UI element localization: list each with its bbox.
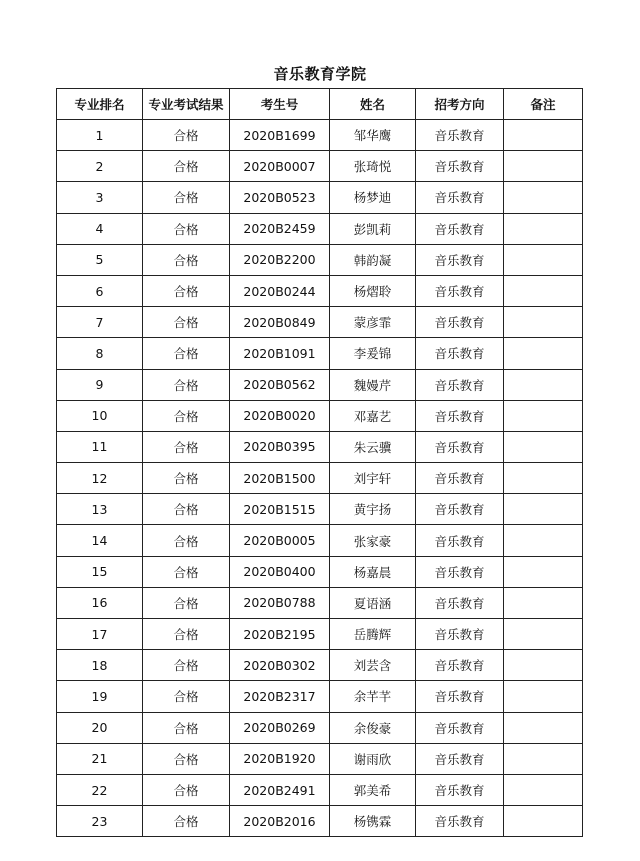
cell-note <box>504 182 583 213</box>
table-row <box>57 712 583 743</box>
cell-candidate-id: 2020B2491 <box>230 774 330 805</box>
cell-result: 合格 <box>143 182 230 213</box>
cell-rank: 4 <box>57 213 143 244</box>
cell-candidate-id: 2020B0007 <box>230 151 330 182</box>
cell-direction: 音乐教育 <box>416 494 504 525</box>
cell-direction: 音乐教育 <box>416 213 504 244</box>
table-row <box>57 650 583 681</box>
cell-note <box>504 774 583 805</box>
table-row <box>57 120 583 151</box>
cell-name: 朱云骥 <box>330 431 416 462</box>
cell-name: 蒙彦霏 <box>330 307 416 338</box>
cell-rank: 13 <box>57 494 143 525</box>
cell-name: 杨镌霖 <box>330 806 416 837</box>
cell-name: 黄宇扬 <box>330 494 416 525</box>
table-row <box>57 494 583 525</box>
header-name: 姓名 <box>330 89 416 120</box>
cell-name: 岳腾辉 <box>330 619 416 650</box>
cell-rank: 12 <box>57 463 143 494</box>
cell-result: 合格 <box>143 650 230 681</box>
cell-rank: 5 <box>57 244 143 275</box>
cell-rank: 11 <box>57 431 143 462</box>
cell-candidate-id: 2020B2459 <box>230 213 330 244</box>
cell-rank: 15 <box>57 556 143 587</box>
cell-note <box>504 275 583 306</box>
cell-name: 刘宇轩 <box>330 463 416 494</box>
cell-note <box>504 587 583 618</box>
cell-name: 杨嘉晨 <box>330 556 416 587</box>
cell-candidate-id: 2020B1515 <box>230 494 330 525</box>
cell-name: 魏嫚芹 <box>330 369 416 400</box>
cell-direction: 音乐教育 <box>416 743 504 774</box>
cell-result: 合格 <box>143 369 230 400</box>
cell-result: 合格 <box>143 556 230 587</box>
cell-result: 合格 <box>143 712 230 743</box>
cell-note <box>504 525 583 556</box>
table-row <box>57 338 583 369</box>
cell-result: 合格 <box>143 307 230 338</box>
cell-candidate-id: 2020B0562 <box>230 369 330 400</box>
cell-candidate-id: 2020B2317 <box>230 681 330 712</box>
cell-candidate-id: 2020B2195 <box>230 619 330 650</box>
cell-rank: 22 <box>57 774 143 805</box>
cell-rank: 20 <box>57 712 143 743</box>
cell-note <box>504 338 583 369</box>
cell-note <box>504 712 583 743</box>
cell-candidate-id: 2020B2200 <box>230 244 330 275</box>
cell-name: 余俊豪 <box>330 712 416 743</box>
header-rank: 专业排名 <box>57 89 143 120</box>
cell-direction: 音乐教育 <box>416 182 504 213</box>
cell-name: 张家豪 <box>330 525 416 556</box>
cell-rank: 9 <box>57 369 143 400</box>
cell-rank: 2 <box>57 151 143 182</box>
cell-candidate-id: 2020B2016 <box>230 806 330 837</box>
cell-result: 合格 <box>143 151 230 182</box>
cell-result: 合格 <box>143 743 230 774</box>
cell-note <box>504 494 583 525</box>
cell-name: 杨熠聆 <box>330 275 416 306</box>
table-row <box>57 369 583 400</box>
cell-result: 合格 <box>143 431 230 462</box>
cell-name: 邹华鹰 <box>330 120 416 151</box>
cell-direction: 音乐教育 <box>416 275 504 306</box>
cell-rank: 21 <box>57 743 143 774</box>
cell-candidate-id: 2020B0005 <box>230 525 330 556</box>
table-row <box>57 275 583 306</box>
cell-direction: 音乐教育 <box>416 120 504 151</box>
cell-name: 张琦悦 <box>330 151 416 182</box>
cell-result: 合格 <box>143 463 230 494</box>
cell-direction: 音乐教育 <box>416 400 504 431</box>
table-row <box>57 244 583 275</box>
cell-note <box>504 681 583 712</box>
cell-note <box>504 213 583 244</box>
cell-candidate-id: 2020B1091 <box>230 338 330 369</box>
cell-note <box>504 400 583 431</box>
admission-table <box>56 88 583 837</box>
cell-direction: 音乐教育 <box>416 463 504 494</box>
cell-candidate-id: 2020B1920 <box>230 743 330 774</box>
cell-result: 合格 <box>143 494 230 525</box>
cell-name: 夏语涵 <box>330 587 416 618</box>
cell-result: 合格 <box>143 244 230 275</box>
cell-candidate-id: 2020B0269 <box>230 712 330 743</box>
table-row <box>57 743 583 774</box>
table-row <box>57 213 583 244</box>
header-candidate-id: 考生号 <box>230 89 330 120</box>
cell-result: 合格 <box>143 213 230 244</box>
table-header-row <box>57 89 583 120</box>
cell-candidate-id: 2020B0244 <box>230 275 330 306</box>
cell-direction: 音乐教育 <box>416 587 504 618</box>
cell-result: 合格 <box>143 275 230 306</box>
cell-result: 合格 <box>143 120 230 151</box>
cell-direction: 音乐教育 <box>416 681 504 712</box>
table-row <box>57 182 583 213</box>
table-row <box>57 619 583 650</box>
cell-rank: 19 <box>57 681 143 712</box>
cell-result: 合格 <box>143 587 230 618</box>
cell-direction: 音乐教育 <box>416 556 504 587</box>
table-body <box>57 120 583 837</box>
cell-direction: 音乐教育 <box>416 712 504 743</box>
cell-note <box>504 463 583 494</box>
cell-direction: 音乐教育 <box>416 650 504 681</box>
cell-rank: 6 <box>57 275 143 306</box>
cell-candidate-id: 2020B0395 <box>230 431 330 462</box>
cell-note <box>504 806 583 837</box>
table-row <box>57 463 583 494</box>
cell-direction: 音乐教育 <box>416 619 504 650</box>
cell-note <box>504 619 583 650</box>
table-row <box>57 806 583 837</box>
cell-name: 郭美希 <box>330 774 416 805</box>
cell-candidate-id: 2020B0849 <box>230 307 330 338</box>
cell-note <box>504 743 583 774</box>
cell-direction: 音乐教育 <box>416 151 504 182</box>
cell-candidate-id: 2020B0302 <box>230 650 330 681</box>
header-result: 专业考试结果 <box>143 89 230 120</box>
cell-note <box>504 650 583 681</box>
cell-result: 合格 <box>143 619 230 650</box>
cell-candidate-id: 2020B0788 <box>230 587 330 618</box>
cell-result: 合格 <box>143 806 230 837</box>
cell-note <box>504 151 583 182</box>
cell-direction: 音乐教育 <box>416 525 504 556</box>
table-row <box>57 774 583 805</box>
table-row <box>57 525 583 556</box>
cell-rank: 23 <box>57 806 143 837</box>
cell-direction: 音乐教育 <box>416 431 504 462</box>
cell-rank: 7 <box>57 307 143 338</box>
cell-candidate-id: 2020B0020 <box>230 400 330 431</box>
cell-note <box>504 369 583 400</box>
cell-note <box>504 431 583 462</box>
cell-result: 合格 <box>143 681 230 712</box>
cell-note <box>504 244 583 275</box>
cell-rank: 3 <box>57 182 143 213</box>
table-row <box>57 307 583 338</box>
cell-name: 杨梦迪 <box>330 182 416 213</box>
cell-name: 李爰锦 <box>330 338 416 369</box>
table-row <box>57 556 583 587</box>
cell-name: 韩韵凝 <box>330 244 416 275</box>
table-row <box>57 587 583 618</box>
table-row <box>57 431 583 462</box>
cell-direction: 音乐教育 <box>416 806 504 837</box>
cell-result: 合格 <box>143 774 230 805</box>
cell-rank: 1 <box>57 120 143 151</box>
cell-rank: 8 <box>57 338 143 369</box>
cell-direction: 音乐教育 <box>416 307 504 338</box>
header-note: 备注 <box>504 89 583 120</box>
cell-result: 合格 <box>143 525 230 556</box>
cell-result: 合格 <box>143 400 230 431</box>
table-row <box>57 400 583 431</box>
table-row <box>57 151 583 182</box>
cell-rank: 17 <box>57 619 143 650</box>
cell-direction: 音乐教育 <box>416 369 504 400</box>
cell-direction: 音乐教育 <box>416 244 504 275</box>
cell-note <box>504 120 583 151</box>
cell-candidate-id: 2020B0400 <box>230 556 330 587</box>
cell-name: 彭凯莉 <box>330 213 416 244</box>
cell-candidate-id: 2020B1699 <box>230 120 330 151</box>
cell-rank: 16 <box>57 587 143 618</box>
cell-note <box>504 556 583 587</box>
document-title: 音乐教育学院 <box>273 65 367 83</box>
cell-rank: 14 <box>57 525 143 556</box>
cell-name: 刘芸含 <box>330 650 416 681</box>
cell-candidate-id: 2020B1500 <box>230 463 330 494</box>
cell-note <box>504 307 583 338</box>
cell-result: 合格 <box>143 338 230 369</box>
cell-direction: 音乐教育 <box>416 774 504 805</box>
header-direction: 招考方向 <box>416 89 504 120</box>
cell-direction: 音乐教育 <box>416 338 504 369</box>
cell-rank: 18 <box>57 650 143 681</box>
cell-name: 余芊芊 <box>330 681 416 712</box>
cell-candidate-id: 2020B0523 <box>230 182 330 213</box>
cell-name: 邓嘉艺 <box>330 400 416 431</box>
table-row <box>57 681 583 712</box>
cell-name: 谢雨欣 <box>330 743 416 774</box>
cell-rank: 10 <box>57 400 143 431</box>
